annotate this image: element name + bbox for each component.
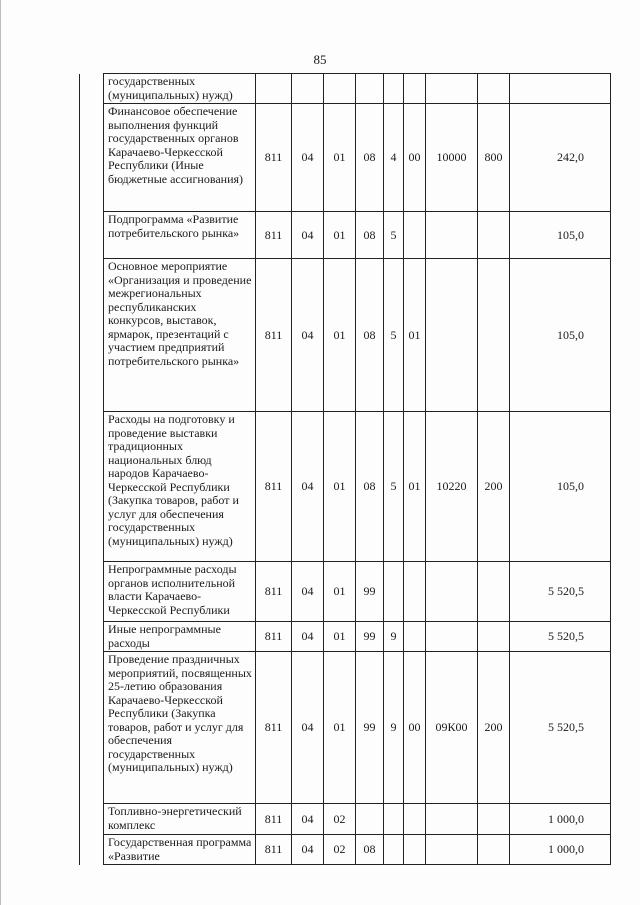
amount-cell bbox=[510, 74, 611, 104]
blank-left-cell bbox=[80, 412, 104, 562]
blank-left-cell bbox=[80, 622, 104, 652]
code-cell-c1: 811 bbox=[256, 562, 292, 622]
code-cell-c4: 99 bbox=[356, 562, 384, 622]
table-row bbox=[80, 104, 611, 212]
table-body bbox=[80, 74, 611, 865]
code-cell-c6 bbox=[404, 562, 426, 622]
code-cell-c7: 10000 bbox=[426, 104, 478, 212]
code-cell-c8: 200 bbox=[478, 412, 510, 562]
code-cell-c5: 5 bbox=[384, 212, 404, 259]
amount-cell: 1 000,0 bbox=[510, 835, 611, 865]
code-cell-c1: 811 bbox=[256, 652, 292, 804]
code-cell-c8 bbox=[478, 562, 510, 622]
blank-left-cell bbox=[80, 652, 104, 804]
code-cell-c8: 200 bbox=[478, 652, 510, 804]
code-cell-c6 bbox=[404, 804, 426, 835]
code-cell-c5 bbox=[384, 562, 404, 622]
blank-left-cell bbox=[80, 104, 104, 212]
code-cell-c2: 04 bbox=[292, 652, 324, 804]
code-cell-c4: 08 bbox=[356, 412, 384, 562]
table-row bbox=[80, 804, 611, 835]
code-cell-c3: 01 bbox=[324, 562, 356, 622]
code-cell-c4: 08 bbox=[356, 104, 384, 212]
row-name-cell: государственных (муниципальных) нужд) bbox=[104, 74, 256, 104]
code-cell-c2: 04 bbox=[292, 104, 324, 212]
row-name-cell: Расходы на подготовку и проведение выставки традиционных национальных блюд народов Карачаево-Черкесской Республики (Закупка товаров, работ и услуг для обеспечения государственных (муниципальных) нужд) bbox=[104, 412, 256, 562]
blank-left-cell bbox=[80, 212, 104, 259]
table-row bbox=[80, 74, 611, 104]
code-cell-c5 bbox=[384, 835, 404, 865]
table-row bbox=[80, 652, 611, 804]
code-cell-c2: 04 bbox=[292, 259, 324, 412]
code-cell-c1: 811 bbox=[256, 212, 292, 259]
code-cell-c4: 08 bbox=[356, 212, 384, 259]
code-cell-c4: 08 bbox=[356, 835, 384, 865]
code-cell-c8 bbox=[478, 835, 510, 865]
code-cell-c7 bbox=[426, 212, 478, 259]
row-name-cell: Топливно-энергетический комплекс bbox=[104, 804, 256, 835]
row-name-cell: Государственная программа «Развитие bbox=[104, 835, 256, 865]
row-name-cell: Финансовое обеспечение выполнения функций государственных органов Карачаево-Черкесской Республики (Иные бюджетные ассигнования) bbox=[104, 104, 256, 212]
amount-cell: 105,0 bbox=[510, 259, 611, 412]
code-cell-c8 bbox=[478, 259, 510, 412]
code-cell-c2 bbox=[292, 74, 324, 104]
code-cell-c2: 04 bbox=[292, 835, 324, 865]
code-cell-c7 bbox=[426, 804, 478, 835]
table-row bbox=[80, 562, 611, 622]
code-cell-c5 bbox=[384, 74, 404, 104]
code-cell-c7 bbox=[426, 259, 478, 412]
amount-cell: 105,0 bbox=[510, 212, 611, 259]
code-cell-c7 bbox=[426, 835, 478, 865]
code-cell-c6 bbox=[404, 835, 426, 865]
table-row bbox=[80, 622, 611, 652]
blank-left-cell bbox=[80, 804, 104, 835]
code-cell-c4 bbox=[356, 74, 384, 104]
code-cell-c6: 01 bbox=[404, 412, 426, 562]
code-cell-c1: 811 bbox=[256, 412, 292, 562]
code-cell-c8 bbox=[478, 804, 510, 835]
budget-table bbox=[79, 73, 611, 865]
row-name-cell: Проведение праздничных мероприятий, посвященных 25-летию образования Карачаево-Черкесской Республики (Закупка товаров, работ и услуг для обеспечения государственных (муниципальных) нужд) bbox=[104, 652, 256, 804]
amount-cell: 5 520,5 bbox=[510, 652, 611, 804]
code-cell-c6 bbox=[404, 74, 426, 104]
table-row bbox=[80, 259, 611, 412]
code-cell-c5: 4 bbox=[384, 104, 404, 212]
code-cell-c5: 5 bbox=[384, 259, 404, 412]
table-row bbox=[80, 212, 611, 259]
code-cell-c7: 09К00 bbox=[426, 652, 478, 804]
row-name-cell: Непрограммные расходы органов исполнительной власти Карачаево-Черкесской Республики bbox=[104, 562, 256, 622]
code-cell-c7 bbox=[426, 622, 478, 652]
code-cell-c3: 01 bbox=[324, 412, 356, 562]
code-cell-c5 bbox=[384, 804, 404, 835]
code-cell-c3: 01 bbox=[324, 259, 356, 412]
code-cell-c6 bbox=[404, 622, 426, 652]
code-cell-c2: 04 bbox=[292, 562, 324, 622]
code-cell-c1: 811 bbox=[256, 104, 292, 212]
page-number: 85 bbox=[313, 52, 327, 67]
code-cell-c5: 9 bbox=[384, 652, 404, 804]
code-cell-c6: 00 bbox=[404, 652, 426, 804]
amount-cell: 5 520,5 bbox=[510, 562, 611, 622]
code-cell-c3: 01 bbox=[324, 652, 356, 804]
table-row bbox=[80, 835, 611, 865]
code-cell-c3: 02 bbox=[324, 835, 356, 865]
code-cell-c1: 811 bbox=[256, 259, 292, 412]
code-cell-c6: 01 bbox=[404, 259, 426, 412]
blank-left-cell bbox=[80, 562, 104, 622]
code-cell-c3: 02 bbox=[324, 804, 356, 835]
code-cell-c2: 04 bbox=[292, 804, 324, 835]
amount-cell: 242,0 bbox=[510, 104, 611, 212]
table-row bbox=[80, 412, 611, 562]
code-cell-c4: 99 bbox=[356, 652, 384, 804]
code-cell-c7: 10220 bbox=[426, 412, 478, 562]
code-cell-c4 bbox=[356, 804, 384, 835]
code-cell-c8: 800 bbox=[478, 104, 510, 212]
code-cell-c1: 811 bbox=[256, 804, 292, 835]
row-name-cell: Основное мероприятие «Организация и проведение межрегиональных республиканских конкурсов, выставок, ярмарок, презентаций с участием предприятий потребительского рынка» bbox=[104, 259, 256, 412]
code-cell-c2: 04 bbox=[292, 412, 324, 562]
scan-edge-line bbox=[0, 0, 1, 905]
code-cell-c3: 01 bbox=[324, 622, 356, 652]
code-cell-c1 bbox=[256, 74, 292, 104]
code-cell-c8 bbox=[478, 622, 510, 652]
code-cell-c1: 811 bbox=[256, 835, 292, 865]
code-cell-c2: 04 bbox=[292, 622, 324, 652]
amount-cell: 105,0 bbox=[510, 412, 611, 562]
code-cell-c6 bbox=[404, 212, 426, 259]
code-cell-c8 bbox=[478, 74, 510, 104]
blank-left-cell bbox=[80, 259, 104, 412]
code-cell-c7 bbox=[426, 562, 478, 622]
code-cell-c5: 5 bbox=[384, 412, 404, 562]
blank-left-cell bbox=[80, 74, 104, 104]
code-cell-c8 bbox=[478, 212, 510, 259]
amount-cell: 1 000,0 bbox=[510, 804, 611, 835]
code-cell-c3: 01 bbox=[324, 212, 356, 259]
code-cell-c4: 08 bbox=[356, 259, 384, 412]
code-cell-c3 bbox=[324, 74, 356, 104]
code-cell-c1: 811 bbox=[256, 622, 292, 652]
row-name-cell: Иные непрограммные расходы bbox=[104, 622, 256, 652]
code-cell-c4: 99 bbox=[356, 622, 384, 652]
code-cell-c6: 00 bbox=[404, 104, 426, 212]
blank-left-cell bbox=[80, 835, 104, 865]
code-cell-c2: 04 bbox=[292, 212, 324, 259]
amount-cell: 5 520,5 bbox=[510, 622, 611, 652]
code-cell-c3: 01 bbox=[324, 104, 356, 212]
code-cell-c5: 9 bbox=[384, 622, 404, 652]
row-name-cell: Подпрограмма «Развитие потребительского рынка» bbox=[104, 212, 256, 259]
code-cell-c7 bbox=[426, 74, 478, 104]
